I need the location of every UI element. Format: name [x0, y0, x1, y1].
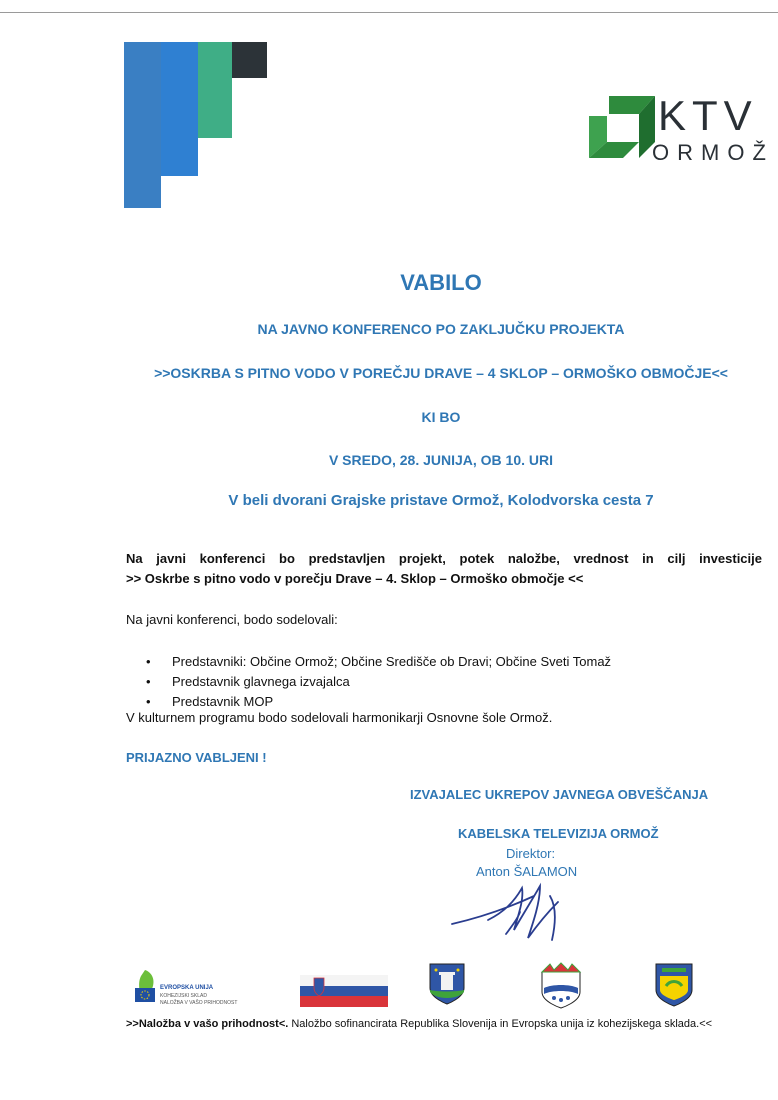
list-item: • Predstavnik MOP [146, 692, 611, 712]
description-line1: Na javni konferenci bo predstavljen projekt, potek naložbe, vrednost in cilj investicije [126, 551, 762, 566]
bullet-icon: • [146, 694, 151, 709]
ktv-name: KTV [658, 92, 758, 139]
ktv-city: ORMOŽ [652, 140, 774, 165]
greeting: PRIJAZNO VABLJENI ! [126, 750, 267, 765]
ktv-cube-icon [589, 96, 655, 162]
company: KABELSKA TELEVIZIJA ORMOŽ [458, 826, 659, 841]
eu-line2: KOHEZIJSKI SKLAD [160, 993, 207, 999]
page-title: VABILO [400, 270, 482, 295]
ki-bo: KI BO [421, 409, 461, 425]
participants-intro: Na javni konferenci, bodo sodelovali: [126, 612, 338, 627]
top-rule [0, 12, 778, 13]
participants-list [146, 652, 611, 712]
eu-line1: EVROPSKA UNIJA [160, 985, 214, 991]
project-name: >>OSKRBA S PITNO VODO V POREČJU DRAVE – 4 SKLOP – ORMOŠKO OBMOČJE<< [154, 365, 728, 381]
bullet-icon: • [146, 674, 151, 689]
eu-tree-icon [133, 966, 157, 1004]
executor: IZVAJALEC UKREPOV JAVNEGA OBVEŠČANJA [410, 787, 709, 802]
list-item: • Predstavnik glavnega izvajalca [146, 672, 611, 692]
eu-line3: NALOŽBA V VAŠO PRIHODNOST [160, 1000, 238, 1006]
event-date: V SREDO, 28. JUNIJA, OB 10. URI [328, 452, 554, 468]
description-line2: >> Oskrbe s pitno vodo v porečju Drave – 4. Sklop – Ormoško območje << [126, 571, 584, 586]
bars-logo [124, 42, 270, 210]
sredisce-coat-of-arms-icon [536, 962, 586, 1010]
slogan-rest: Naložbo sofinancirata Republika Slovenija in Evropska unija iz kohezijskega sklada.<< [288, 1018, 713, 1030]
slogan-bold: >>Naložba v vašo prihodnost<. [126, 1018, 289, 1030]
signature-scribble [448, 872, 578, 954]
sveti-tomaz-coat-of-arms-icon [654, 962, 694, 1008]
ormoz-coat-of-arms-icon [428, 962, 466, 1006]
list-item: • Predstavniki: Občine Ormož; Občine Središče ob Dravi; Občine Sveti Tomaž [146, 652, 611, 672]
event-place: V beli dvorani Grajske pristave Ormož, Kolodvorska cesta 7 [228, 492, 654, 509]
footer-slogan [126, 1018, 712, 1030]
slovenia-flag-icon [300, 975, 388, 1007]
director-role: Direktor: [506, 846, 556, 861]
bullet-icon: • [146, 654, 151, 669]
culture-program: V kulturnem programu bodo sodelovali harmonikarji Osnovne šole Ormož. [126, 710, 553, 725]
invitation-line1: NA JAVNO KONFERENCO PO ZAKLJUČKU PROJEKTA [257, 321, 625, 337]
director-name: Anton ŠALAMON [476, 864, 578, 879]
